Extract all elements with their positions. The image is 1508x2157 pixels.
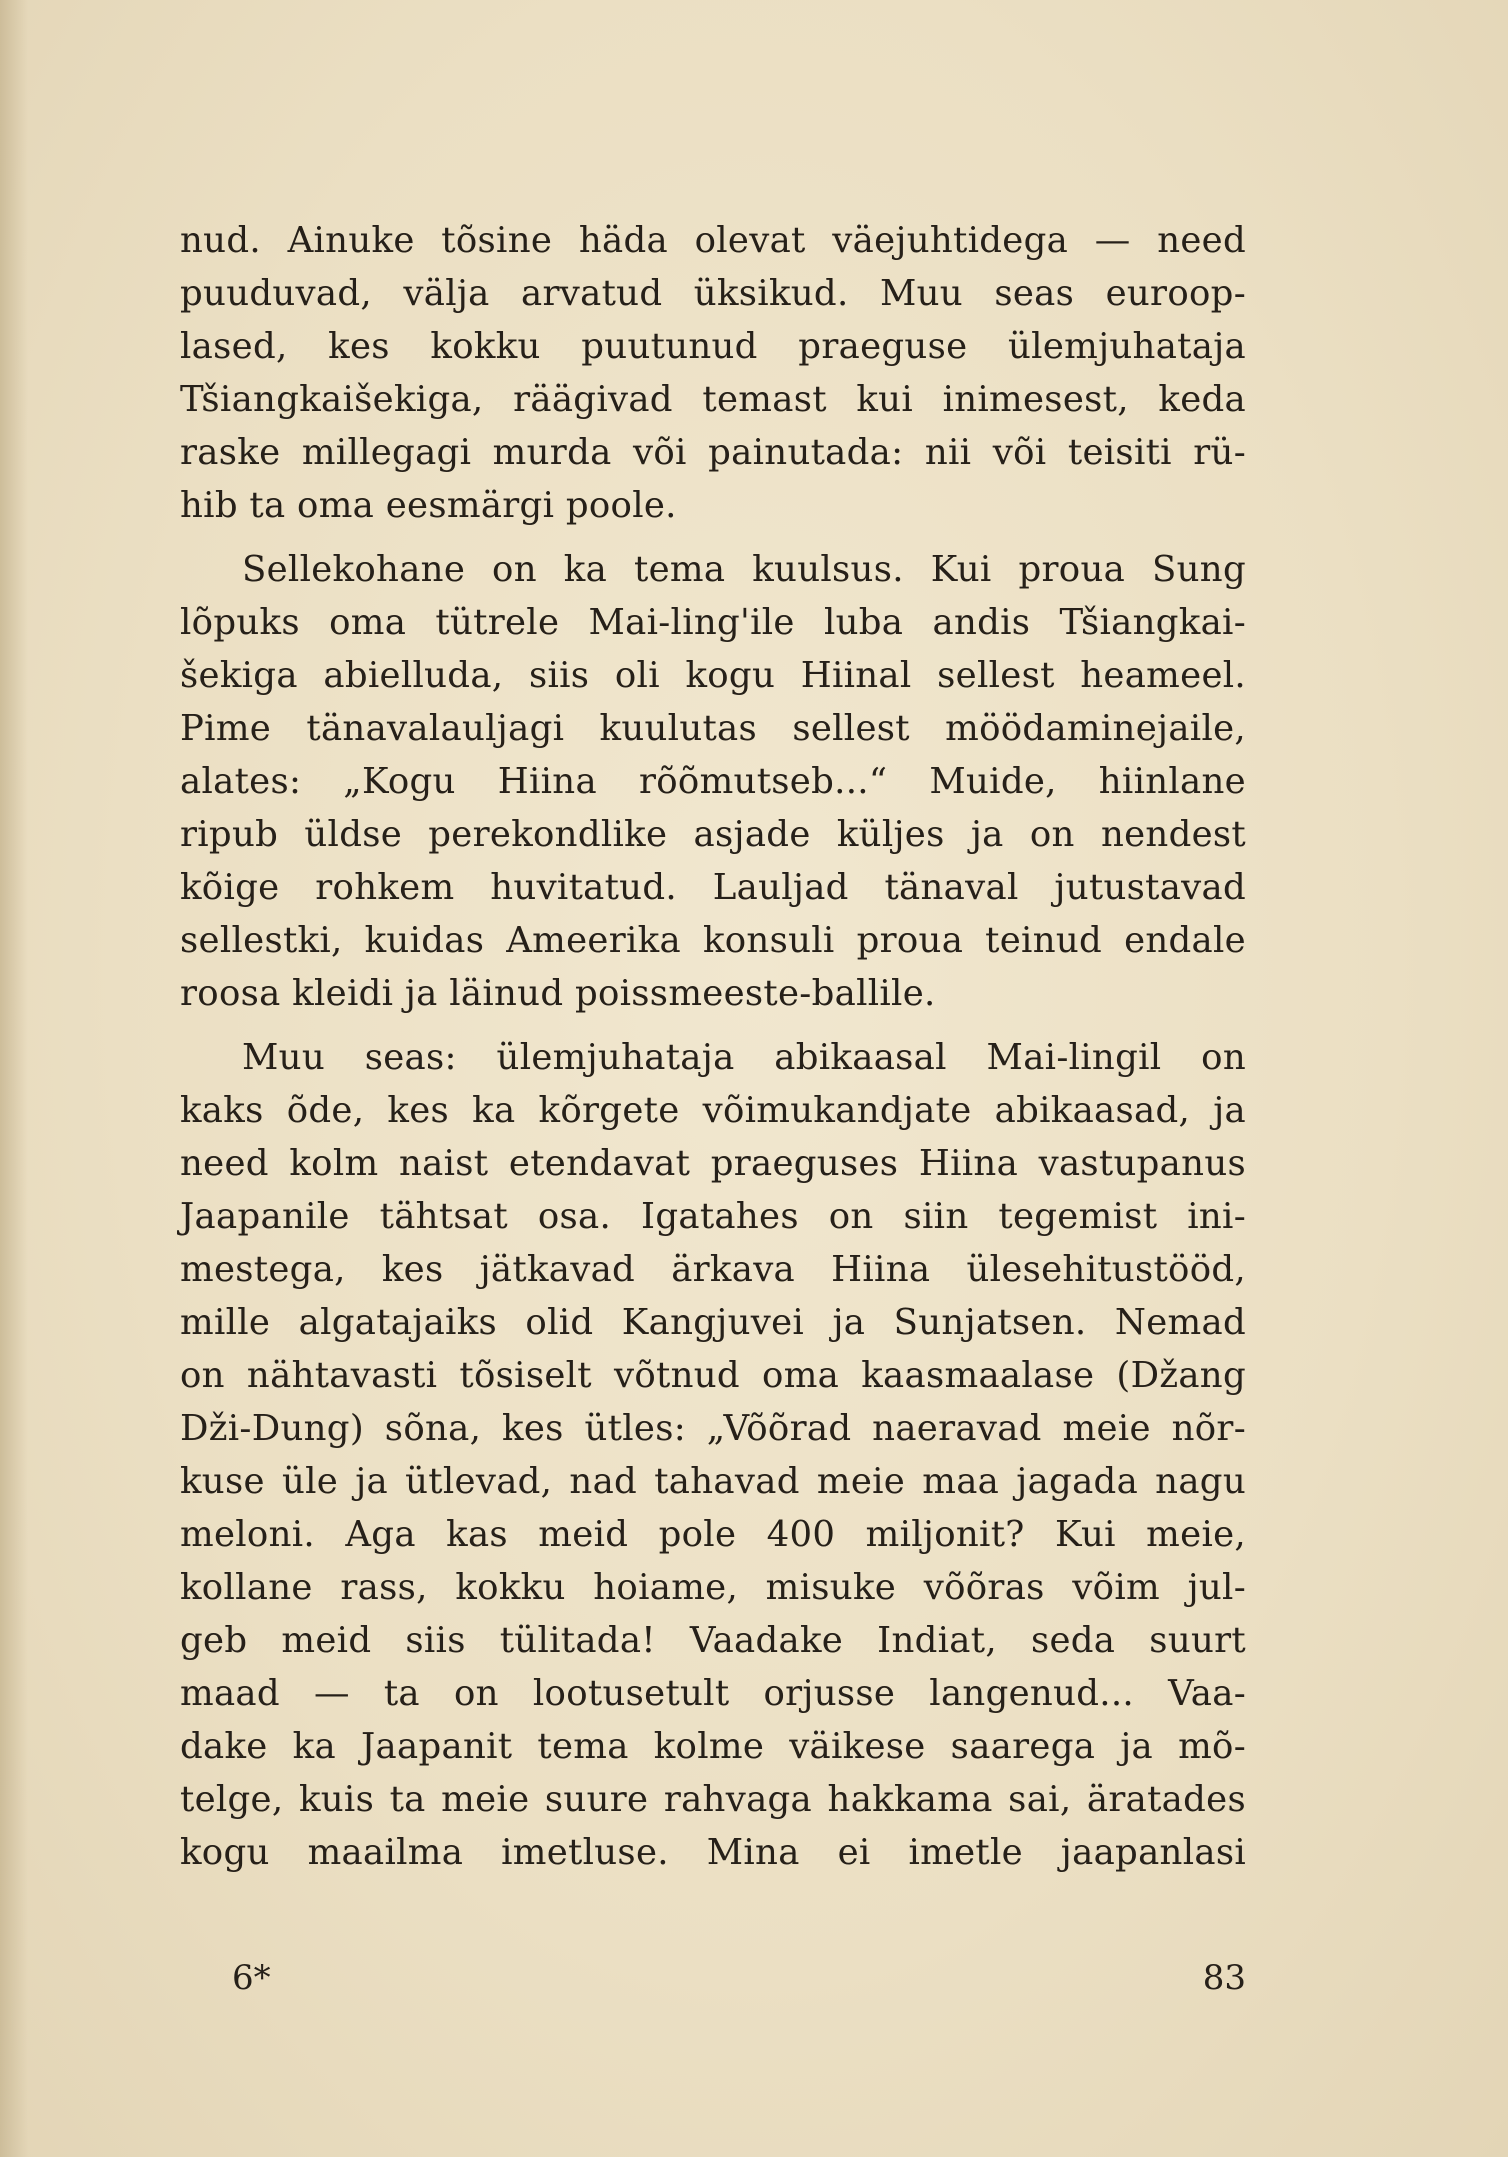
text-line: mille algatajaiks olid Kangjuvei ja Sunjatsen. Nemad	[180, 1302, 1246, 1343]
text-line: need kolm naist etendavat praeguses Hiina vastupanus	[180, 1143, 1246, 1184]
text-line: sellestki, kuidas Ameerika konsuli proua teinud endale	[180, 920, 1246, 961]
text-line: Tšiangkaišekiga, räägivad temast kui inimesest, keda	[180, 379, 1246, 420]
text-line: kaks õde, kes ka kõrgete võimukandjate abikaasad, ja	[180, 1090, 1246, 1131]
text-line: dake ka Jaapanit tema kolme väikese saarega ja mõ-	[180, 1726, 1246, 1767]
text-line: puuduvad, välja arvatud üksikud. Muu seas euroop-	[180, 273, 1246, 314]
signature-mark: 6*	[232, 1958, 271, 1998]
text-line: on nähtavasti tõsiselt võtnud oma kaasmaalase (Džang	[180, 1355, 1246, 1396]
text-line: telge, kuis ta meie suure rahvaga hakkama sai, äratades	[180, 1779, 1246, 1820]
text-line: mestega, kes jätkavad ärkava Hiina ülesehitustööd,	[180, 1249, 1246, 1290]
text-line: šekiga abielluda, siis oli kogu Hiinal sellest heameel.	[180, 655, 1246, 696]
text-line: kogu maailma imetluse. Mina ei imetle jaapanlasi	[180, 1832, 1246, 1873]
page-footer	[180, 1958, 1246, 2018]
paragraph-2	[180, 543, 1246, 1020]
text-line: meloni. Aga kas meid pole 400 miljonit? Kui meie,	[180, 1514, 1246, 1555]
text-line: Pime tänavalauljagi kuulutas sellest möödaminejaile,	[180, 708, 1246, 749]
text-line: Sellekohane on ka tema kuulsus. Kui proua Sung	[242, 549, 1246, 590]
text-line: kõige rohkem huvitatud. Lauljad tänaval jutustavad	[180, 867, 1246, 908]
text-line: Dži-Dung) sõna, kes ütles: „Võõrad naeravad meie nõr-	[180, 1408, 1246, 1449]
paragraph-3	[180, 1031, 1246, 1879]
body-text	[180, 214, 1246, 1879]
text-line: raske millegagi murda või painutada: nii või teisiti rü-	[180, 432, 1246, 473]
text-line: kollane rass, kokku hoiame, misuke võõras võim jul-	[180, 1567, 1246, 1608]
text-line: Muu seas: ülemjuhataja abikaasal Mai-lingil on	[242, 1037, 1246, 1078]
text-line: lõpuks oma tütrele Mai-ling'ile luba andis Tšiangkai-	[180, 602, 1246, 643]
text-line: maad — ta on lootusetult orjusse langenud... Vaa-	[180, 1673, 1246, 1714]
text-line: roosa kleidi ja läinud poissmeeste-ballile.	[180, 973, 936, 1014]
text-line: kuse üle ja ütlevad, nad tahavad meie maa jagada nagu	[180, 1461, 1246, 1502]
text-line: nud. Ainuke tõsine häda olevat väejuhtidega — need	[180, 220, 1246, 261]
text-line: alates: „Kogu Hiina rõõmutseb...“ Muide, hiinlane	[180, 761, 1246, 802]
text-line: lased, kes kokku puutunud praeguse ülemjuhataja	[180, 326, 1246, 367]
text-line: Jaapanile tähtsat osa. Igatahes on siin tegemist ini-	[180, 1196, 1246, 1237]
paragraph-1	[180, 214, 1246, 532]
page-spine-shadow	[0, 0, 28, 2157]
text-line: geb meid siis tülitada! Vaadake Indiat, seda suurt	[180, 1620, 1246, 1661]
page-number: 83	[1202, 1958, 1246, 1998]
text-line: hib ta oma eesmärgi poole.	[180, 485, 677, 526]
text-line: ripub üldse perekondlike asjade küljes ja on nendest	[180, 814, 1246, 855]
